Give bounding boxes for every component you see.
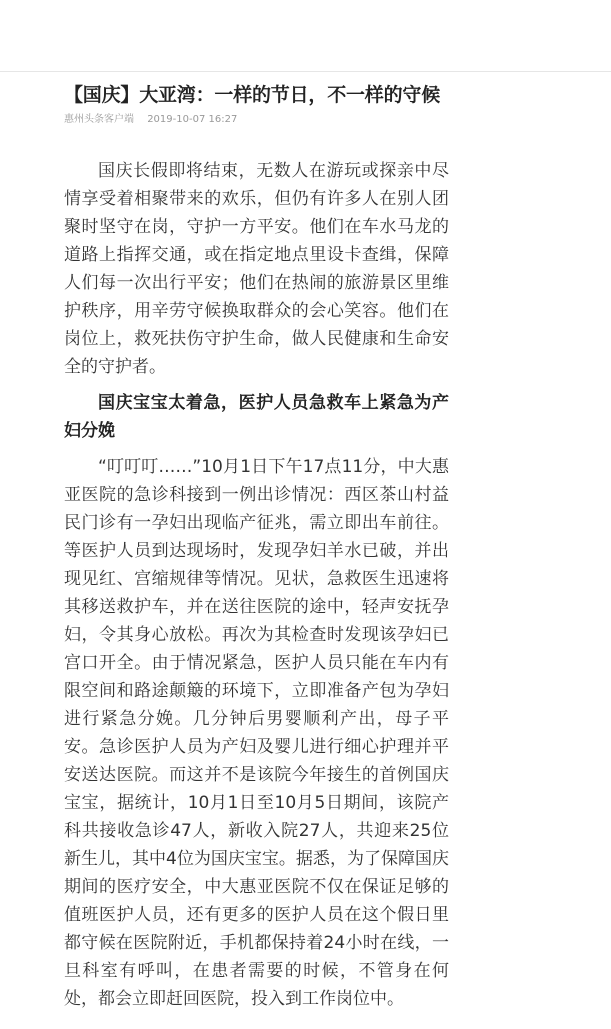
paragraph-story: “叮叮叮……”10月1日下午17点11分，中大惠亚医院的急诊科接到一例出诊情况：西区茶山村益民门诊有一孕妇出现临产征兆，需立即出车前往。等医护人员到达现场时，发现孕妇羊水已破，并出现见红、宫缩规律等情况。见状，急救医生迅速将其移送救护车，并在送往医院的途中，轻声安抚孕妇，令其身心放松。再次为其检查时发现该孕妇已宫口开全。由于情况紧急，医护人员只能在车内有限空间和路途颠簸的环境下，立即准备产包为孕妇进行紧急分娩。几分钟后男婴顺利产出，母子平安。急诊医护人员为产妇及婴儿进行细心护理并平安送达医院。而这并不是该院今年接生的首例国庆宝宝，据统计，10月1日至10月5日期间，该院产科共接收急诊47人，新收入院27人，共迎来25位新生儿，其中4位为国庆宝宝。据悉，为了保障国庆期间的医疗安全，中大惠亚医院不仅在保证足够的值班医护人员，还有更多的医护人员在这个假日里都守候在医院附近，手机都保持着24小时在线，一旦科室有呼叫，在患者需要的时候，不管身在何处，都会立即赶回医院，投入到工作岗位中。	[64, 457, 449, 1009]
section-heading: 国庆宝宝太着急，医护人员急救车上紧急为产妇分娩	[64, 393, 449, 441]
paragraph-intro: 国庆长假即将结束，无数人在游玩或探亲中尽情享受着相聚带来的欢乐，但仍有许多人在别人团聚时坚守在岗，守护一方平安。他们在车水马龙的道路上指挥交通，或在指定地点里设卡查缉，保障人们每一次出行平安；他们在热闹的旅游景区里维护秩序，用辛劳守候换取群众的会心笑容。他们在岗位上，救死扶伤守护生命，做人民健康和生命安全的守护者。	[64, 161, 449, 377]
article-source[interactable]: 惠州头条客户端	[64, 114, 134, 125]
top-bar	[0, 0, 611, 72]
article-timestamp: 2019-10-07 16:27	[147, 114, 238, 125]
article-title: 【国庆】大亚湾：一样的节日，不一样的守候	[64, 84, 441, 106]
article-body	[64, 157, 449, 1013]
article	[64, 72, 449, 1013]
article-meta	[64, 113, 449, 127]
